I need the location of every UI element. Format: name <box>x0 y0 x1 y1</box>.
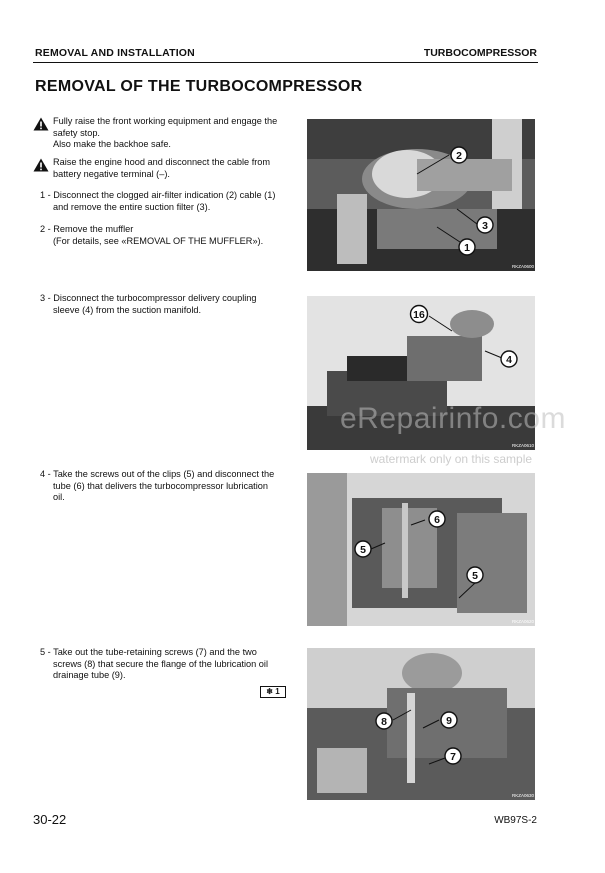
reference-mark <box>260 686 286 698</box>
photo2-callout-b: 4 <box>506 354 512 366</box>
chapter-header: TURBOCOMPRESSOR <box>423 47 537 59</box>
warning-triangle-icon <box>33 117 49 131</box>
watermark-sub: watermark only on this sample <box>370 452 533 466</box>
snowflake-icon: ❄ <box>266 687 273 696</box>
photo4-callout-c: 7 <box>450 751 456 763</box>
step-1: 1 - Disconnect the clogged air-filter indication (2) cable (1) and remove the entire suction filter (3). <box>40 190 276 212</box>
photo1-callout-a: 2 <box>456 150 462 162</box>
photo-lubrication-tube <box>307 473 535 626</box>
warning-text-2: Raise the engine hood and disconnect the cable from battery negative terminal (–). <box>53 157 271 179</box>
photo1-callout-b: 3 <box>482 220 488 232</box>
photo3-callout-a: 6 <box>434 514 440 526</box>
warning-triangle-icon <box>33 158 49 172</box>
step-3: 3 - Disconnect the turbocompressor delivery coupling sleeve (4) from the suction manifold. <box>40 293 257 315</box>
page-title: REMOVAL OF THE TURBOCOMPRESSOR <box>35 78 363 95</box>
page-number: 30-22 <box>33 812 67 827</box>
photo2-callout-a: 16 <box>413 309 425 321</box>
photo1-code: RKZA0600 <box>512 264 535 269</box>
step-4: 4 - Take the screws out of the clips (5) and disconnect the tube (6) that delivers the turbocompressor lubrication oil. <box>40 469 275 502</box>
model-code: WB97S-2 <box>494 815 537 826</box>
reference-number: 1 <box>275 687 280 696</box>
step-2: 2 - Remove the muffler (For details, see «REMOVAL OF THE MUFFLER»). <box>40 224 264 246</box>
photo3-callout-c: 5 <box>472 570 478 582</box>
watermark-main: eRepairinfo.com <box>340 402 566 435</box>
photo-air-filter <box>307 119 535 271</box>
photo3-code: RKZA0620 <box>512 619 535 624</box>
photo3-callout-b: 5 <box>360 544 366 556</box>
section-header: REMOVAL AND INSTALLATION <box>35 47 195 59</box>
warning-text-1: Fully raise the front working equipment and engage the safety stop. Also make the backhoe safe. <box>53 116 278 149</box>
photo1-callout-c: 1 <box>464 242 470 254</box>
photo2-code: RKZA0610 <box>512 443 535 448</box>
step-5: 5 - Take out the tube-retaining screws (7) and the two screws (8) that secure the flange of the lubrication oil drainage tube (9). <box>40 647 268 680</box>
photo4-callout-a: 8 <box>381 716 387 728</box>
header-rule <box>33 62 538 63</box>
photo-drainage-tube <box>307 648 535 800</box>
photo4-callout-b: 9 <box>446 715 452 727</box>
photo4-code: RKZA0630 <box>512 793 535 798</box>
